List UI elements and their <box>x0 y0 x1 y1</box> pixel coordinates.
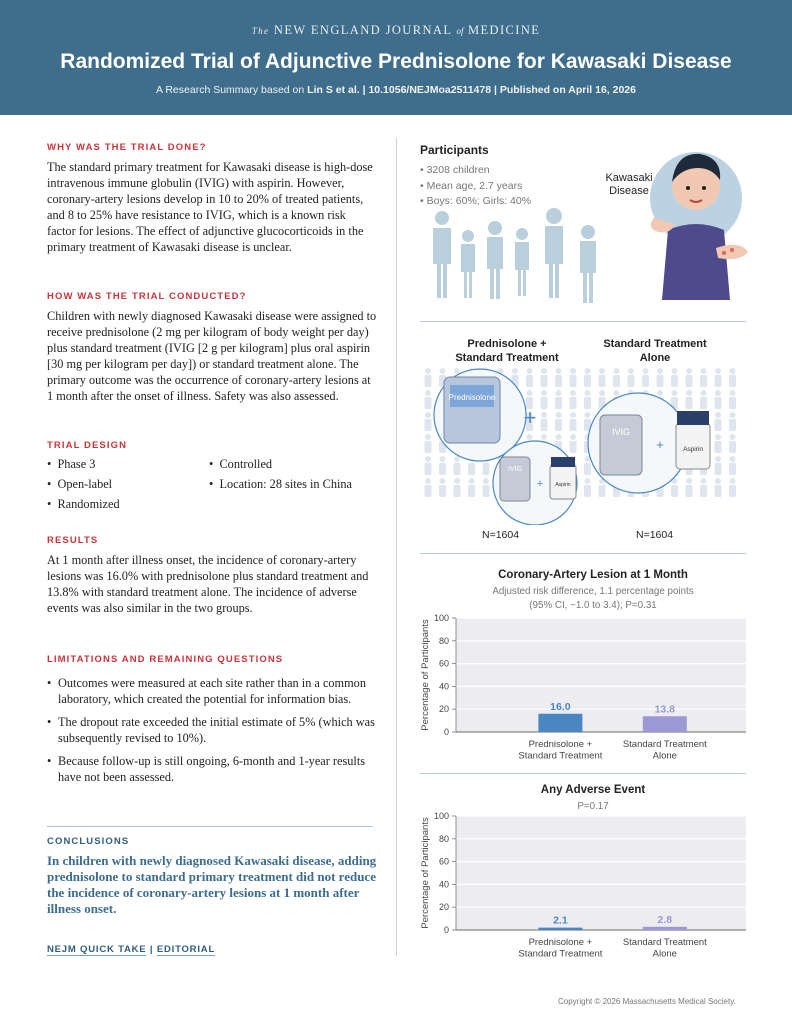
crowd-figure <box>454 456 461 475</box>
list-item: • Outcomes were measured at each site rather than in a common laboratory, which created the potential for information bias. <box>47 675 377 707</box>
bar <box>538 714 582 732</box>
crowd-figure <box>729 456 736 475</box>
crowd-figure <box>555 390 562 409</box>
svg-text:IVIG: IVIG <box>507 466 523 473</box>
why-section <box>47 142 377 255</box>
related-links <box>47 944 215 955</box>
design-item: • Phase 3 <box>47 457 96 471</box>
list-item: • The dropout rate exceeded the initial estimate of 5% (which was subsequently revised to 10%). <box>47 714 377 746</box>
y-tick-label: 60 <box>438 658 449 669</box>
data-label: 2.1 <box>553 914 568 927</box>
journal-name-part1: NEW ENGLAND JOURNAL <box>273 23 452 37</box>
crowd-figure <box>729 434 736 453</box>
citation-link[interactable]: Lin S et al. | 10.1056/NEJMoa2511478 | Published on April 16, 2026 <box>307 84 636 96</box>
copyright: Copyright © 2026 Massachusetts Medical Society. <box>558 997 736 1006</box>
crowd-figure <box>570 368 577 387</box>
crowd-figure <box>541 390 548 409</box>
data-label: 13.8 <box>654 703 676 716</box>
crowd-figure <box>729 478 736 497</box>
crowd-figure <box>657 368 664 387</box>
list-item: • Because follow-up is still ongoing, 6-month and 1-year results have not been assessed. <box>47 753 377 785</box>
svg-text:Prednisolone: Prednisolone <box>448 393 496 402</box>
aspirin-bottle-icon <box>550 457 576 499</box>
crowd-figure <box>729 368 736 387</box>
y-tick-label: 80 <box>438 833 449 844</box>
crowd-figure <box>439 456 446 475</box>
divider <box>420 773 746 774</box>
crowd-figure <box>700 390 707 409</box>
x-category-label: Alone <box>652 948 677 960</box>
svg-text:Aspirin: Aspirin <box>555 482 571 488</box>
divider <box>420 321 746 322</box>
arm-a-n: N=1604 <box>482 529 520 541</box>
crowd-figure <box>454 478 461 497</box>
chart2-title: Any Adverse Event <box>540 784 646 796</box>
children-silhouettes-icon <box>433 208 596 303</box>
journal-of: of <box>456 26 464 36</box>
crowd-figure <box>425 434 432 453</box>
crowd-figure <box>526 368 533 387</box>
plot-area <box>456 618 746 732</box>
arm-b-label: Standard Treatment Alone <box>603 338 707 364</box>
crowd-figure <box>584 478 591 497</box>
limitations-section <box>47 654 377 792</box>
crowd-figure <box>715 478 722 497</box>
header-banner <box>0 0 792 115</box>
y-tick-label: 60 <box>438 856 449 867</box>
crowd-figure <box>715 390 722 409</box>
crowd-figure <box>439 478 446 497</box>
chart2-subtitle-line1: P=0.17 <box>577 801 609 812</box>
link-separator: | <box>149 944 154 955</box>
crowd-figure <box>729 412 736 431</box>
crowd-figure <box>613 368 620 387</box>
journal-name-part2: MEDICINE <box>467 23 541 37</box>
bar <box>643 716 687 732</box>
plot-area <box>456 816 746 930</box>
svg-text:+: + <box>656 437 664 452</box>
disease-label <box>602 172 656 198</box>
conclusions-heading: CONCLUSIONS <box>47 836 130 847</box>
conclusions-section <box>47 836 377 917</box>
crowd-figure <box>729 390 736 409</box>
chart1-subtitle <box>420 585 766 612</box>
crowd-figure <box>425 478 432 497</box>
quick-take-link[interactable]: NEJM QUICK TAKE <box>47 944 147 955</box>
crowd-figure <box>715 456 722 475</box>
chart1-subtitle-line1: Adjusted risk difference, 1.1 percentage points <box>492 586 694 597</box>
list-item: • 3208 children <box>420 164 490 176</box>
data-label: 2.8 <box>657 913 673 926</box>
data-label: 16.0 <box>550 700 571 713</box>
how-text: Children with newly diagnosed Kawasaki disease were assigned to receive prednisolone (2 mg per kilogram of body weight per day) plus standard treatment (IVIG [2 g per kilogram] plus oral aspirin [30 mg per kilogram per day]) or standard treatment alone. The primary outcome was the occurrence of coronary-artery lesions at 1 month after the onset of illness. Safety was also assessed. <box>47 309 377 403</box>
limitations-list <box>47 675 377 785</box>
x-category-label: Alone <box>652 750 677 762</box>
crowd-figure <box>686 390 693 409</box>
crowd-figure <box>483 478 490 497</box>
crowd-figure <box>468 478 475 497</box>
plus-sign: + <box>523 405 537 430</box>
how-section <box>47 291 377 404</box>
participants-illustration <box>420 140 750 305</box>
design-section <box>47 440 377 517</box>
arm-b-n: N=1604 <box>636 529 674 541</box>
chart1-subtitle-line2: (95% CI, −1.0 to 3.4); P=0.31 <box>529 599 657 611</box>
crowd-figure <box>425 368 432 387</box>
journal-name <box>0 23 792 38</box>
crowd-figure <box>541 412 548 431</box>
treatment-illustration <box>420 365 750 525</box>
kawasaki-child-icon <box>650 152 748 300</box>
crowd-figure <box>671 368 678 387</box>
crowd-figure <box>686 478 693 497</box>
design-heading: TRIAL DESIGN <box>47 440 128 451</box>
results-section <box>47 535 377 616</box>
svg-text:+: + <box>536 478 544 490</box>
y-tick-label: 40 <box>438 681 449 692</box>
results-heading: RESULTS <box>47 535 99 546</box>
results-text: At 1 month after illness onset, the incidence of coronary-artery lesions was 16.0% with prednisolone plus standard treatment and 13.8% with standard treatment alone. The incidence of adverse events was also similar in the two groups. <box>47 553 369 615</box>
crowd-figure <box>628 368 635 387</box>
conclusions-text: In children with newly diagnosed Kawasaki disease, adding prednisolone to standard primary treatment did not reduce the incidence of coronary-artery lesions at 1 month after illness onset. <box>47 853 377 916</box>
y-tick-label: 80 <box>438 635 449 646</box>
crowd-figure <box>570 412 577 431</box>
participants-heading: Participants <box>420 143 489 157</box>
crowd-figure <box>700 478 707 497</box>
crowd-figure <box>425 390 432 409</box>
x-category-label: Standard Treatment <box>518 750 603 762</box>
arm-a-label: Prednisolone + Standard Treatment <box>455 338 559 364</box>
disease-label-line1: Kawasaki <box>605 172 653 184</box>
why-heading: WHY WAS THE TRIAL DONE? <box>47 142 207 153</box>
crowd-figure <box>570 434 577 453</box>
divider <box>420 553 746 554</box>
ivig-bag-icon <box>600 415 642 475</box>
how-heading: HOW WAS THE TRIAL CONDUCTED? <box>47 291 247 302</box>
journal-the: The <box>251 26 270 36</box>
why-text: The standard primary treatment for Kawasaki disease is high-dose intravenous immune globulin (IVIG) with aspirin. However, coronary-artery lesions develop in 10 to 20% of treated patients, and 8 to 25% have resistance to IVIG, which is a known risk factor for lesions. The effect of adjunctive glucocorticoids in the primary treatment of Kawasaki disease is unclear. <box>47 160 373 254</box>
disease-label-line2: Disease <box>609 185 649 197</box>
subtitle-prefix: A Research Summary based on <box>156 84 308 96</box>
adverse-event-chart <box>416 810 776 962</box>
crowd-figure <box>541 368 548 387</box>
prednisolone-bag-icon <box>444 377 500 443</box>
design-list <box>47 457 377 517</box>
bar <box>538 928 582 930</box>
y-tick-label: 40 <box>438 879 449 890</box>
editorial-link[interactable]: EDITORIAL <box>156 944 216 955</box>
x-category-label: Standard Treatment <box>622 739 707 750</box>
chart1-title: Coronary-Artery Lesion at 1 Month <box>498 569 688 581</box>
subtitle <box>0 84 792 96</box>
x-category-label: Prednisolone + <box>528 739 593 750</box>
y-tick-label: 0 <box>443 925 449 935</box>
list-item: • Boys: 60%; Girls: 40% <box>420 195 532 207</box>
y-tick-label: 20 <box>438 704 449 715</box>
y-tick-label: 20 <box>438 902 449 913</box>
design-item: • Controlled <box>209 457 273 471</box>
crowd-figure <box>686 368 693 387</box>
crowd-figure <box>555 412 562 431</box>
design-item: • Open-label <box>47 477 113 491</box>
crowd-figure <box>715 412 722 431</box>
crowd-figure <box>642 368 649 387</box>
crowd-figure <box>671 478 678 497</box>
y-axis-label: Percentage of Participants <box>420 817 431 929</box>
crowd-figure <box>555 368 562 387</box>
x-category-label: Standard Treatment <box>518 948 603 960</box>
svg-text:IVIG: IVIG <box>611 427 631 437</box>
svg-text:Aspirin: Aspirin <box>683 446 703 453</box>
coronary-lesion-chart <box>416 612 776 764</box>
x-category-label: Standard Treatment <box>622 937 707 948</box>
bar <box>643 927 687 930</box>
design-item: • Randomized <box>47 497 120 511</box>
crowd-figure <box>425 412 432 431</box>
limitations-heading: LIMITATIONS AND REMAINING QUESTIONS <box>47 654 284 665</box>
crowd-figure <box>425 456 432 475</box>
ivig-bag-icon <box>500 457 530 501</box>
x-category-label: Prednisolone + <box>528 937 593 948</box>
crowd-figure <box>599 368 606 387</box>
crowd-figure <box>715 434 722 453</box>
y-tick-label: 0 <box>443 727 449 737</box>
y-tick-label: 100 <box>433 811 449 821</box>
crowd-figure <box>700 368 707 387</box>
crowd-figure <box>570 390 577 409</box>
crowd-figure <box>715 368 722 387</box>
column-divider <box>396 138 397 956</box>
page-title: Randomized Trial of Adjunctive Prednisolone for Kawasaki Disease <box>60 50 732 73</box>
crowd-figure <box>584 368 591 387</box>
crowd-figure <box>584 390 591 409</box>
design-item: • Location: 28 sites in China <box>209 477 352 491</box>
divider <box>47 826 373 827</box>
aspirin-bottle-icon <box>676 411 710 469</box>
y-axis-label: Percentage of Participants <box>420 619 431 731</box>
list-item: • Mean age, 2.7 years <box>420 179 523 192</box>
y-tick-label: 100 <box>433 613 449 623</box>
